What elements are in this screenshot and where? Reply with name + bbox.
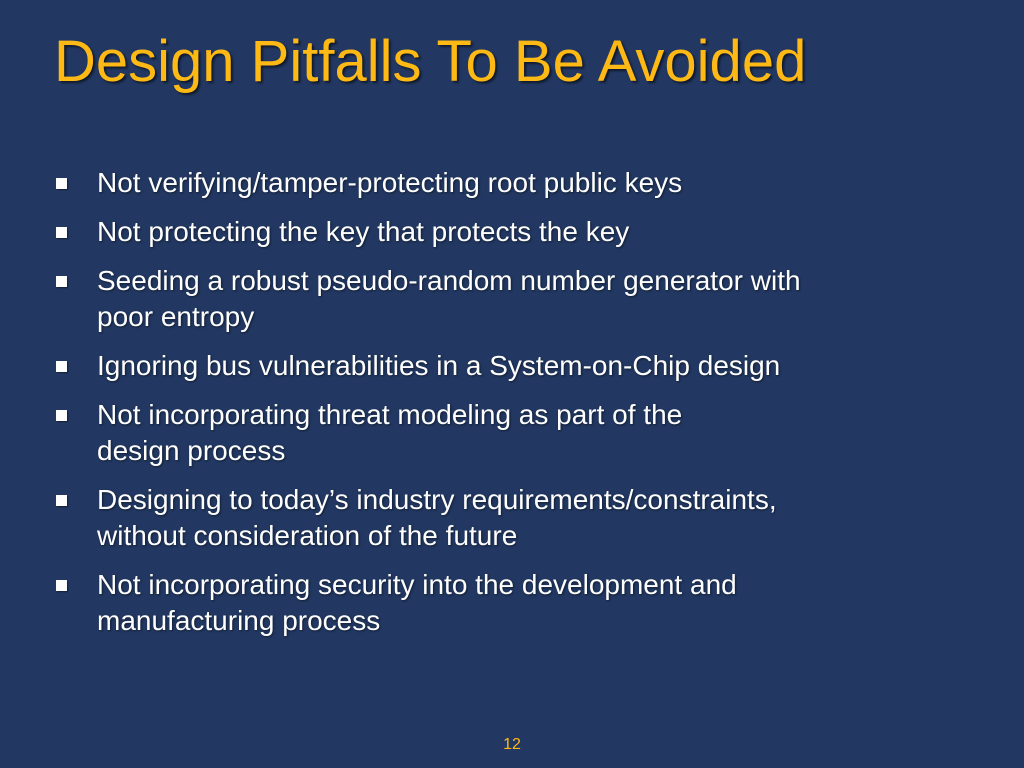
square-bullet-icon [56, 227, 67, 238]
bullet-item [52, 397, 982, 469]
page-number: 12 [503, 736, 521, 753]
bullet-text-continued: without consideration of the future [97, 520, 518, 551]
bullet-text-continued: manufacturing process [97, 605, 381, 636]
bullet-text: Seeding a robust pseudo-random number generator with [97, 265, 801, 296]
bullet-item [52, 263, 982, 335]
bullet-item [52, 214, 982, 250]
square-bullet-icon [56, 178, 67, 189]
bullet-text-continued: poor entropy [97, 301, 255, 332]
bullet-list [52, 165, 982, 652]
bullet-text: Designing to today’s industry requirements/constraints, [97, 484, 777, 515]
square-bullet-icon [56, 276, 67, 287]
bullet-text: Not protecting the key that protects the key [97, 216, 630, 247]
bullet-item [52, 567, 982, 639]
slide-title: Design Pitfalls To Be Avoided [54, 29, 807, 94]
square-bullet-icon [56, 410, 67, 421]
bullet-text: Not incorporating threat modeling as part of the [97, 399, 683, 430]
square-bullet-icon [56, 361, 67, 372]
bullet-item [52, 348, 982, 384]
bullet-text-continued: design process [97, 435, 286, 466]
bullet-text: Not verifying/tamper-protecting root public keys [97, 167, 683, 198]
bullet-item [52, 165, 982, 201]
bullet-text: Not incorporating security into the development and [97, 569, 737, 600]
bullet-item [52, 482, 982, 554]
square-bullet-icon [56, 495, 67, 506]
square-bullet-icon [56, 580, 67, 591]
bullet-text: Ignoring bus vulnerabilities in a System-on-Chip design [97, 350, 781, 381]
